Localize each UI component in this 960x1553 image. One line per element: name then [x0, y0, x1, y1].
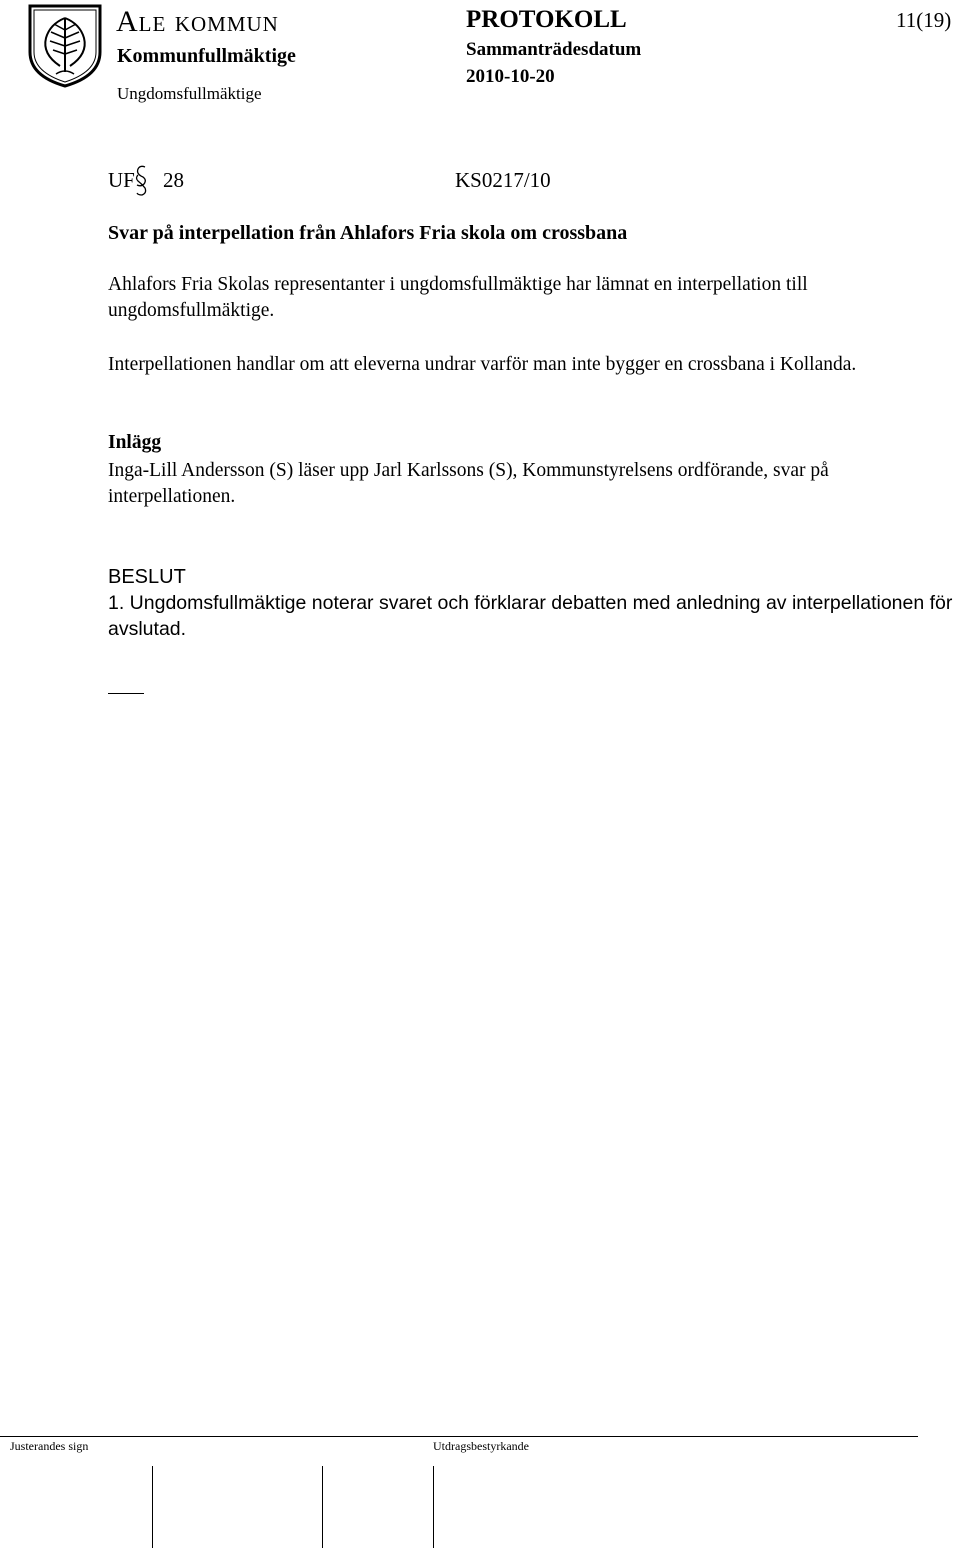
inlagg-paragraph: Inga-Lill Andersson (S) läser upp Jarl Karlssons (S), Kommunstyrelsens ordförande, svar på interpellationen.	[108, 460, 829, 507]
case-title: Svar på interpellation från Ahlafors Fria skola om crossbana	[108, 222, 628, 244]
footer-sign-label: Justerandes sign	[10, 1439, 89, 1453]
body-paragraph: Ahlafors Fria Skolas representanter i ungdomsfullmäktige har lämnat en interpellation till ungdomsfullmäktige.	[108, 274, 808, 321]
case-number: 28	[163, 168, 184, 192]
footer-rule	[0, 1436, 918, 1437]
org-name: Ale kommun	[116, 5, 279, 38]
meeting-date-value: 2010-10-20	[466, 66, 555, 87]
meeting-date-label: Sammanträdesdatum	[466, 39, 642, 60]
decision-paragraph: 1. Ungdomsfullmäktige noterar svaret och förklarar debatten med anledning av interpellationen för avslutad.	[108, 592, 953, 640]
org-sub: Ungdomsfullmäktige	[117, 84, 262, 103]
inlagg-heading: Inlägg	[108, 432, 162, 453]
body-paragraph: Interpellationen handlar om att eleverna undrar varför man inte bygger en crossbana i Kollanda.	[108, 354, 857, 375]
decision-heading: BESLUT	[108, 566, 186, 588]
document-type: PROTOKOLL	[466, 6, 627, 33]
signature-box-divider	[433, 1466, 434, 1548]
signature-box-divider	[152, 1466, 153, 1548]
footer-extract-label: Utdragsbestyrkande	[433, 1439, 529, 1453]
end-of-section-rule	[108, 693, 144, 694]
ale-kommun-logo-icon	[26, 2, 104, 88]
page-number: 11(19)	[896, 8, 952, 32]
org-body: Kommunfullmäktige	[117, 45, 296, 67]
diary-number: KS0217/10	[455, 168, 551, 192]
section-sign-icon	[134, 164, 148, 196]
case-code: UF	[108, 168, 135, 192]
signature-box-divider	[322, 1466, 323, 1548]
